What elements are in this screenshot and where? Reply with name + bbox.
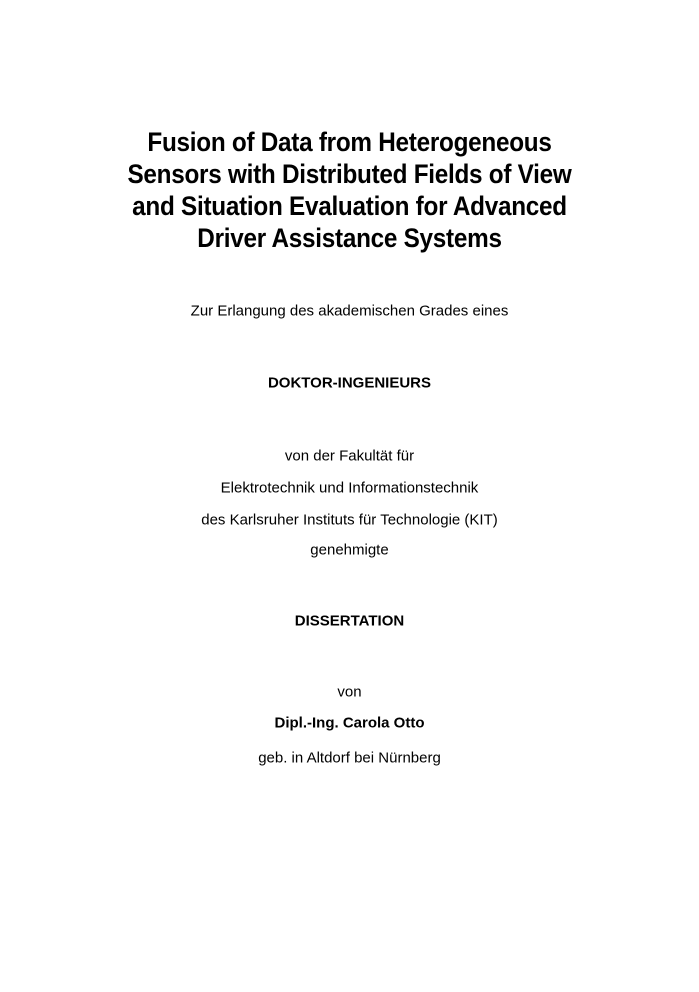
title-line: Driver Assistance Systems <box>197 223 502 253</box>
faculty-line: Elektrotechnik und Informationstechnik <box>220 479 479 497</box>
title-line: and Situation Evaluation for Advanced <box>132 191 567 221</box>
purpose-text: Zur Erlangung des akademischen Grades eines <box>190 302 509 320</box>
author-name: Dipl.-Ing. Carola Otto <box>274 714 425 732</box>
faculty-line: des Karlsruher Instituts für Technologie (KIT) <box>201 511 498 529</box>
document-title <box>0 126 699 254</box>
degree-heading: DOKTOR-INGENIEURS <box>267 374 432 392</box>
title-line: Sensors with Distributed Fields of View <box>127 159 572 189</box>
document-type-heading: DISSERTATION <box>294 612 405 630</box>
author-birthplace: geb. in Altdorf bei Nürnberg <box>258 749 441 767</box>
by-text: von <box>337 683 362 701</box>
faculty-line: genehmigte <box>310 541 389 559</box>
title-line: Fusion of Data from Heterogeneous <box>147 127 552 157</box>
faculty-line: von der Fakultät für <box>284 447 415 465</box>
